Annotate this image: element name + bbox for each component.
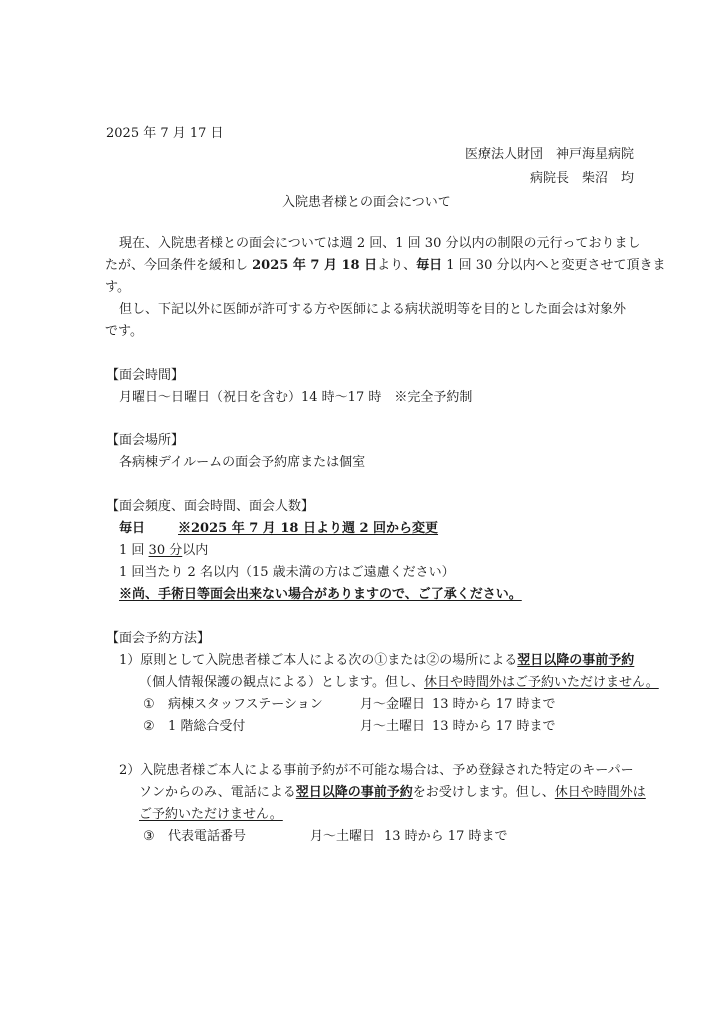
- intro-text: より、: [377, 258, 417, 273]
- intro-line-2: [105, 259, 665, 272]
- director-name: 病院長 柴沼 均: [529, 171, 634, 186]
- place-1-days: 月～金曜日: [360, 697, 426, 712]
- reservation-heading: 【面会予約方法】: [106, 631, 211, 646]
- advance-booking-emphasis: 翌日以降の事前予約: [517, 653, 635, 668]
- reservation-text: をお受けします。但し、: [412, 785, 555, 800]
- holiday-notice-underlined: 休日や時間外は: [554, 785, 646, 800]
- reservation-item2-line1: 2）入院患者様ご本人による事前予約が不可能な場合は、予め登録された特定のキーパー: [119, 763, 634, 778]
- frequency-time-text: 以内: [182, 543, 209, 558]
- frequency-people: 1 回当たり 2 名以内（15 歳未満の方はご遠慮ください）: [119, 565, 455, 580]
- frequency-time: [119, 544, 208, 557]
- reservation-text: ソンからのみ、電話による: [139, 785, 296, 800]
- intro-daily-bold: 毎日: [416, 258, 443, 273]
- frequency-time-text: 1 回: [119, 543, 149, 558]
- frequency-time-underlined: 30 分: [148, 543, 183, 558]
- intro-line-5: です。: [105, 324, 143, 339]
- intro-text: たが、今回条件を緩和し: [105, 258, 253, 273]
- frequency-change-note: ※2025 年 7 月 18 日より週 2 回から変更: [178, 521, 439, 536]
- hours-heading: 【面会時間】: [106, 368, 185, 383]
- phone-days: 月～土曜日: [310, 829, 376, 844]
- place-1-number: ①: [143, 697, 155, 712]
- organization-name: 医療法人財団 神戸海星病院: [464, 147, 634, 162]
- frequency-heading: 【面会頻度、面会時間、面会人数】: [106, 499, 315, 514]
- frequency-notice: ※尚、手術日等面会出来ない場合がありますので、ご了承ください。: [119, 587, 522, 602]
- date: 2025 年 7 月 17 日: [106, 126, 224, 141]
- intro-line-4: 但し、下記以外に医師が許可する方や医師による病状説明等を目的とした面会は対象外: [119, 302, 627, 317]
- intro-date-bold: 2025 年 7 月 18 日: [252, 258, 378, 273]
- place-1-hours: 13 時から 17 時まで: [432, 697, 556, 712]
- reservation-item2-line2: [139, 786, 646, 799]
- intro-line-1: 現在、入院患者様との面会については週 2 回、1 回 30 分以内の制限の元行っておりまし: [119, 236, 641, 251]
- reservation-item1-line2: [139, 676, 659, 689]
- place-2-hours: 13 時から 17 時まで: [432, 719, 556, 734]
- reservation-item2-line3: ご予約いただけません。: [139, 807, 283, 822]
- place-2-number: ②: [143, 719, 155, 734]
- holiday-notice-underlined: 休日や時間外はご予約いただけません。: [423, 675, 659, 690]
- document-title: 入院患者様との面会について: [282, 195, 451, 210]
- intro-text: 1 回 30 分以内へと変更させて頂きま: [442, 258, 666, 273]
- frequency-daily: 毎日: [119, 521, 146, 536]
- phone-number-marker: ③: [143, 829, 155, 844]
- phone-name: 代表電話番号: [168, 829, 247, 844]
- advance-booking-emphasis: 翌日以降の事前予約: [295, 785, 413, 800]
- place-heading: 【面会場所】: [106, 433, 185, 448]
- phone-hours: 13 時から 17 時まで: [384, 829, 508, 844]
- hours-text: 月曜日～日曜日（祝日を含む）14 時～17 時 ※完全予約制: [119, 390, 473, 405]
- intro-line-3: す。: [105, 280, 130, 295]
- place-1-name: 病棟スタッフステーション: [168, 697, 323, 712]
- place-text: 各病棟デイルームの面会予約席または個室: [119, 455, 366, 470]
- reservation-text: （個人情報保護の観点による）とします。但し、: [139, 675, 424, 690]
- place-2-name: 1 階総合受付: [168, 719, 246, 734]
- reservation-item1-line1: [119, 654, 634, 667]
- reservation-text: 1）原則として入院患者様ご本人による次の①または②の場所による: [119, 653, 518, 668]
- place-2-days: 月～土曜日: [360, 719, 426, 734]
